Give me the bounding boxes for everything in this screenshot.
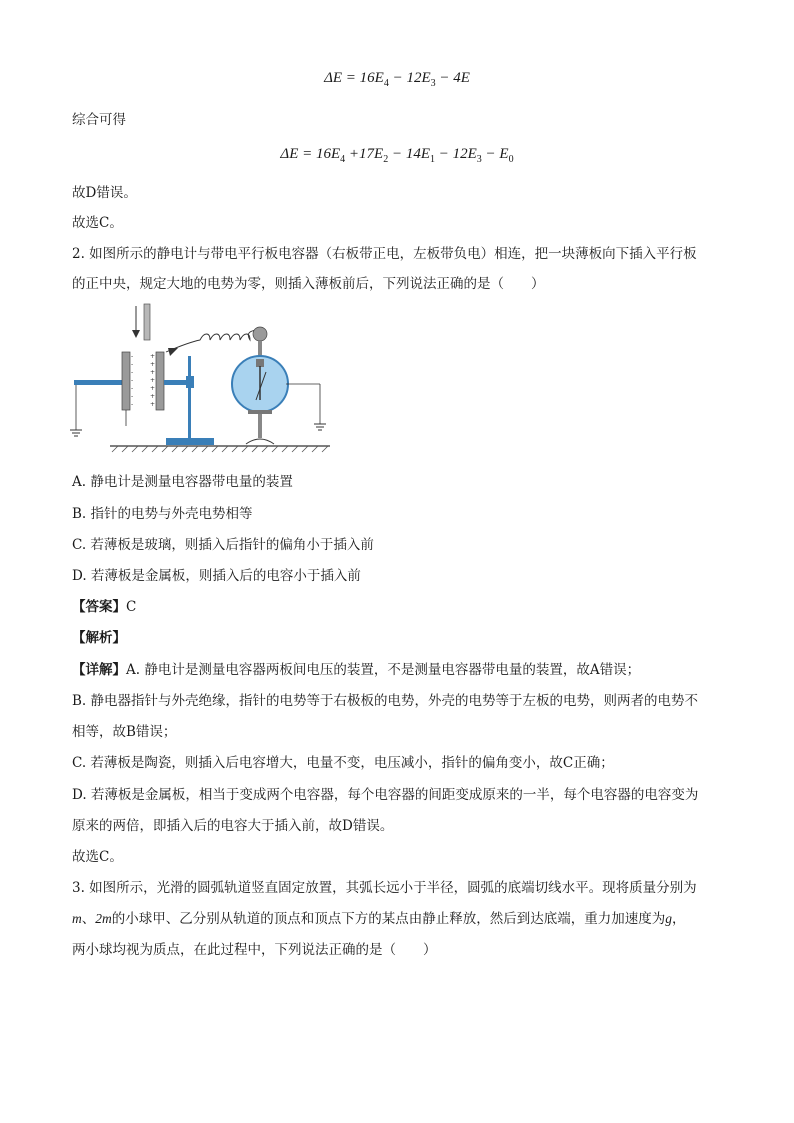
q2-detail-d1: D. 若薄板是金属板，相当于变成两个电容器，每个电容器的间距变成原来的一半，每个电容器的电容变为: [72, 787, 699, 803]
svg-text:-: -: [131, 401, 134, 408]
right-plate-stand: [150, 352, 214, 445]
analysis-label: 【解析】: [72, 630, 126, 646]
q2-stem-line2: 的正中央，规定大地的电势为零，则插入薄板前后，下列说法正确的是（ ）: [72, 276, 545, 292]
thin-plate: [132, 304, 150, 340]
choose-c-text: 故选C。: [72, 215, 123, 231]
d-wrong-text: 故D错误。: [72, 185, 137, 201]
q3-stem-line1: 3. 如图所示，光滑的圆弧轨道竖直固定放置，其弧长远小于半径，圆弧的底端切线水平。现将质量分别为: [72, 880, 697, 896]
q3-stem-line2: m、2m的小球甲、乙分别从轨道的顶点和顶点下方的某点由静止释放，然后到达底端，重力加速度为g，: [72, 911, 686, 927]
svg-text:-: -: [131, 377, 134, 384]
answer-label: 【答案】: [72, 599, 126, 615]
q2-detail-b2: 相等，故B错误；: [72, 724, 177, 740]
q2-option-b: B. 指针的电势与外壳电势相等: [72, 506, 253, 522]
q2-choose: 故选C。: [72, 849, 123, 865]
q2-answer: [72, 597, 136, 617]
coiled-wire: [166, 330, 260, 352]
q3-stem-line3: 两小球均视为质点，在此过程中，下列说法正确的是（ ）: [72, 942, 437, 958]
equation-delta-e-1: $\Delta E = 16E_4 - 12E_3 - 4E$: [324, 70, 470, 89]
q2-detail-b1: B. 静电器指针与外壳绝缘，指针的电势等于右极板的电势，外壳的电势等于左板的电势，则两者的电势不: [72, 693, 699, 709]
svg-text:+: +: [150, 393, 156, 400]
svg-text:+: +: [150, 377, 156, 384]
q2-detail-a: 【详解】A. 静电计是测量电容器两板间电压的装置，不是测量电容器带电量的装置，故A错误；: [72, 662, 641, 678]
detail-label: 【详解】: [72, 662, 126, 678]
svg-text:-: -: [131, 385, 134, 392]
left-plate: [70, 352, 133, 436]
svg-text:+: +: [150, 353, 156, 360]
combine-text: 综合可得: [72, 112, 126, 128]
q2-option-c: C. 若薄板是玻璃，则插入后指针的偏角小于插入前: [72, 537, 374, 553]
svg-text:+: +: [150, 385, 156, 392]
q2-detail-d2: 原来的两倍，即插入后的电容大于插入前，故D错误。: [72, 818, 394, 834]
answer-value: C: [126, 599, 137, 615]
q2-stem-line1: 2. 如图所示的静电计与带电平行板电容器（右板带正电，左板带负电）相连，把一块薄板向下插入平行板: [72, 246, 697, 262]
equation-delta-e-2: $\Delta E = 16E_4 +17E_2 - 14E_1 - 12E_3 - E_0$: [280, 146, 514, 165]
svg-text:-: -: [131, 361, 134, 368]
q2-option-d: D. 若薄板是金属板，则插入后的电容小于插入前: [72, 568, 361, 584]
q2-detail-c: C. 若薄板是陶瓷，则插入后电容增大，电量不变，电压减小，指针的偏角变小，故C正确；: [72, 755, 614, 771]
svg-text:-: -: [131, 393, 134, 400]
q2-option-a: A. 静电计是测量电容器带电量的装置: [72, 474, 293, 490]
svg-text:-: -: [131, 353, 134, 360]
electroscope: [232, 327, 326, 444]
svg-text:-: -: [131, 369, 134, 376]
svg-text:+: +: [150, 401, 156, 408]
electroscope-capacitor-figure: [70, 296, 340, 466]
svg-text:+: +: [150, 361, 156, 368]
ground-floor: [110, 446, 330, 452]
svg-text:+: +: [150, 369, 156, 376]
